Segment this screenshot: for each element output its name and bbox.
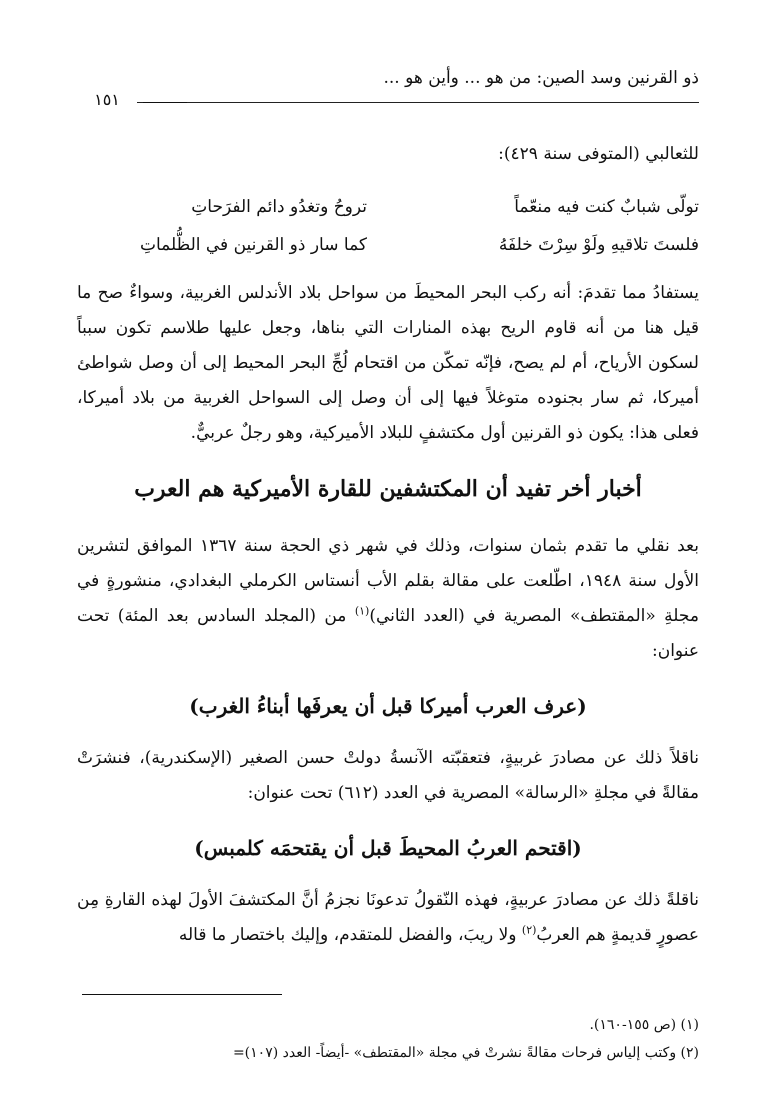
paragraph-source-text-before-note: بعد نقلي ما تقدم بثمان سنوات، وذلك في شهر ذي الحجة سنة ١٣٦٧ الموافق لتشرين الأول سنة ١٩٤٨، اطّلعت على مقالة بقلم الأب أنستاس الكرملي البغدادي، منشورةٍ في مجلةِ «المقتطف» المصرية في (العدد الثاني): [77, 536, 699, 626]
paragraph-source-text-after-note: من (المجلد السادس بعد المئة) تحت عنوان:: [77, 606, 699, 661]
poem-line-1-right: تولّى شبابٌ كنت فيه منعّماً: [514, 197, 699, 217]
footnote-2: (٢) وكتب إلياس فرحات مقالةً نشرتْ في مجلة «المقتطف» -أيضاً- العدد (١٠٧)=: [232, 1045, 699, 1061]
poem-line-2: [77, 226, 699, 264]
page-content: [77, 138, 699, 953]
paragraph-response-article: ناقلاً ذلك عن مصادرَ غربيةٍ، فتعقبّته الآنسةُ دولتْ حسن الصغير (الإسكندرية)، فنشرَتْ مقالةً في مجلةِ «الرسالة» المصرية في العدد (٦١٢) تحت عنوان:: [77, 748, 699, 803]
poem-line-1-left: تروحُ وتغدُو دائم الفرَحاتِ: [191, 197, 367, 217]
page-number-line: [143, 102, 187, 103]
footnote-mark-2: (٢): [521, 923, 537, 937]
paragraph-final-text-after-note: ولا ريبَ، والفضل للمتقدم، وإليك باختصار ما قاله: [178, 925, 522, 945]
paragraph-final-text-before-note: ناقلةً ذلك عن مصادرَ عربيةٍ، فهذه النّقولُ تدعونَا نجزمُ أنَّ المكتشفَ الأولَ لهذه القارةِ مِن عصورٍ قديمةٍ هم العربُ: [77, 890, 699, 945]
quoted-article-title-1: (عرف العرب أميركا قبل أن يعرفَها أبناءُ الغرب): [189, 694, 587, 718]
footnote-mark-1: (١): [354, 604, 370, 618]
poem-line-2-right: فلستَ تلاقيهِ ولَوْ سِرْتَ خلفَهُ: [498, 235, 699, 255]
paragraph-source-article: [77, 529, 699, 669]
running-title: ذو القرنين وسد الصين: من هو ... وأين هو ...: [383, 68, 699, 88]
poem: [77, 188, 699, 264]
section-heading: أخبار أخر تفيد أن المكتشفين للقارة الأميركية هم العرب: [134, 476, 642, 502]
page-number: ١٥١: [77, 90, 137, 109]
footnote-1: (١) (ص ١٥٥-١٦٠).: [589, 1017, 699, 1033]
footnotes: [77, 1011, 699, 1067]
page-header: [77, 68, 699, 108]
paragraph-conclusion: يستفادُ مما تقدمَ: أنه ركب البحر المحيطَ من سواحل بلاد الأندلس الغربية، وسواءٌ صح ما قيل هنا من أنه قاوم الريح بهذه المنارات التي بناها، وجعل عليها طلاسم تكون سبباً لسكون الأرياح، أم لم يصح، فإنّه تمكّن من اقتحام لُجِّ البحر المحيط إلى أن وصل شواطئ أميركا، ثم سار بجنوده متوغلاً فيها إلى أن وصل إلى السواحل الغربية من بلاد أميركا، فعلى هذا: يكون ذو القرنين أول مكتشفٍ للبلاد الأميركية، وهو رجلٌ عربيٌّ.: [77, 283, 699, 443]
poem-line-2-left: كما سار ذو القرنين في الظُّلماتِ: [139, 235, 367, 255]
poem-line-1: [77, 188, 699, 226]
quoted-article-title-2: (اقتحم العربُ المحيطَ قبل أن يقتحمَه كلمبس): [194, 836, 582, 860]
paragraph-final: [77, 883, 699, 953]
intro-line: للثعالبي (المتوفى سنة ٤٢٩):: [498, 144, 699, 164]
footnote-rule: [82, 994, 282, 995]
page-number-area: [77, 90, 187, 114]
